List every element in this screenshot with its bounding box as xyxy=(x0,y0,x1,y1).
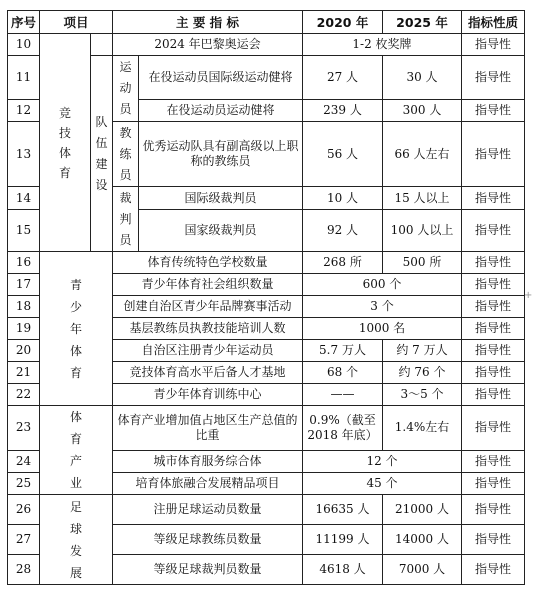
row-nature: 指导性 xyxy=(462,450,525,472)
row-nature: 指导性 xyxy=(462,56,525,100)
header-item: 项目 xyxy=(40,11,113,34)
row-value-2025: 14000 人 xyxy=(383,525,462,555)
row-indicator: 体育产业增加值占地区生产总值的比重 xyxy=(113,406,303,451)
row-nature: 指导性 xyxy=(462,472,525,494)
row-value-2025: 500 所 xyxy=(383,252,462,274)
row-indicator: 创建自治区青少年品牌赛事活动 xyxy=(113,296,303,318)
header-2025: 2025 年 xyxy=(383,11,462,34)
row-seq: 23 xyxy=(8,406,40,451)
row-indicator: 青少年体育社会组织数量 xyxy=(113,274,303,296)
row-nature: 指导性 xyxy=(462,274,525,296)
row-value-2025: 7000 人 xyxy=(383,555,462,585)
table-header-row xyxy=(8,11,525,34)
row-seq: 19 xyxy=(8,318,40,340)
row-value-2020: 4618 人 xyxy=(303,555,383,585)
row-seq: 26 xyxy=(8,495,40,525)
row-indicator: 等级足球裁判员数量 xyxy=(113,555,303,585)
row-seq: 22 xyxy=(8,384,40,406)
row-indicator: 国家级裁判员 xyxy=(139,210,303,252)
row-seq: 20 xyxy=(8,340,40,362)
row-indicator: 体育传统特色学校数量 xyxy=(113,252,303,274)
row-nature: 指导性 xyxy=(462,406,525,451)
table-row xyxy=(8,252,525,274)
table-resize-handle[interactable]: + xyxy=(524,290,533,301)
row-seq: 24 xyxy=(8,450,40,472)
row-nature: 指导性 xyxy=(462,296,525,318)
row-indicator: 青少年体育训练中心 xyxy=(113,384,303,406)
row-indicator: 自治区注册青少年运动员 xyxy=(113,340,303,362)
row-value-2025: 21000 人 xyxy=(383,495,462,525)
row-value-2020: 12 个 xyxy=(303,450,462,472)
section-athletes: 运动员 xyxy=(113,56,139,122)
section-industry: 体育产业 xyxy=(40,406,113,495)
row-value-2020: 45 个 xyxy=(303,472,462,494)
row-seq: 18 xyxy=(8,296,40,318)
table-row xyxy=(8,406,525,451)
row-value-2020: 5.7 万人 xyxy=(303,340,383,362)
row-seq: 13 xyxy=(8,122,40,187)
row-seq: 28 xyxy=(8,555,40,585)
section-team-building: 队伍建设 xyxy=(91,56,113,252)
row-nature: 指导性 xyxy=(462,495,525,525)
row-seq: 17 xyxy=(8,274,40,296)
row-nature: 指导性 xyxy=(462,252,525,274)
section-coaches: 教练员 xyxy=(113,122,139,187)
row-nature: 指导性 xyxy=(462,210,525,252)
table-row xyxy=(8,34,525,56)
section-youth: 青少年体育 xyxy=(40,252,113,406)
header-seq: 序号 xyxy=(8,11,40,34)
row-value-2020: 268 所 xyxy=(303,252,383,274)
header-nature: 指标性质 xyxy=(462,11,525,34)
row-nature: 指导性 xyxy=(462,384,525,406)
row-seq: 25 xyxy=(8,472,40,494)
indicator-table xyxy=(7,10,525,585)
row-value-2025: 30 人 xyxy=(383,56,462,100)
table-row xyxy=(8,495,525,525)
row-nature: 指导性 xyxy=(462,100,525,122)
header-2020: 2020 年 xyxy=(303,11,383,34)
row-value-2020: 11199 人 xyxy=(303,525,383,555)
row-nature: 指导性 xyxy=(462,187,525,210)
row-value-2020: —— xyxy=(303,384,383,406)
row-indicator: 基层教练员执教技能培训人数 xyxy=(113,318,303,340)
row-nature: 指导性 xyxy=(462,525,525,555)
row-indicator: 等级足球教练员数量 xyxy=(113,525,303,555)
row-value-2025: 15 人以上 xyxy=(383,187,462,210)
row-value-2025: 300 人 xyxy=(383,100,462,122)
row-value-2025: 66 人左右 xyxy=(383,122,462,187)
row-seq: 15 xyxy=(8,210,40,252)
row-value-2025: 约 7 万人 xyxy=(383,340,462,362)
row-value-2020: 600 个 xyxy=(303,274,462,296)
row-value-2020: 68 个 xyxy=(303,362,383,384)
section-competitive: 竞技体育 xyxy=(40,34,91,252)
row-seq: 27 xyxy=(8,525,40,555)
row-seq: 21 xyxy=(8,362,40,384)
row-nature: 指导性 xyxy=(462,122,525,187)
row-seq: 10 xyxy=(8,34,40,56)
row-indicator: 城市体育服务综合体 xyxy=(113,450,303,472)
row-nature: 指导性 xyxy=(462,362,525,384)
row-nature: 指导性 xyxy=(462,34,525,56)
row-indicator: 2024 年巴黎奥运会 xyxy=(113,34,303,56)
header-indicator: 主 要 指 标 xyxy=(113,11,303,34)
row-indicator: 培育体旅融合发展精品项目 xyxy=(113,472,303,494)
row-value-2020: 92 人 xyxy=(303,210,383,252)
row-seq: 16 xyxy=(8,252,40,274)
row-seq: 14 xyxy=(8,187,40,210)
row-value-2020: 1-2 枚奖牌 xyxy=(303,34,462,56)
row-indicator: 注册足球运动员数量 xyxy=(113,495,303,525)
row-nature: 指导性 xyxy=(462,318,525,340)
row-value-2020: 0.9%（截至2018 年底） xyxy=(303,406,383,451)
row-value-2020: 10 人 xyxy=(303,187,383,210)
blank-cell xyxy=(91,34,113,56)
row-value-2020: 56 人 xyxy=(303,122,383,187)
row-value-2025: 约 76 个 xyxy=(383,362,462,384)
row-seq: 12 xyxy=(8,100,40,122)
row-indicator: 在役运动员国际级运动健将 xyxy=(139,56,303,100)
section-football: 足球发展 xyxy=(40,495,113,585)
row-indicator: 竞技体育高水平后备人才基地 xyxy=(113,362,303,384)
row-value-2020: 239 人 xyxy=(303,100,383,122)
row-indicator: 优秀运动队具有副高级以上职称的教练员 xyxy=(139,122,303,187)
row-seq: 11 xyxy=(8,56,40,100)
row-indicator: 在役运动员运动健将 xyxy=(139,100,303,122)
row-value-2025: 3～5 个 xyxy=(383,384,462,406)
row-value-2025: 1.4%左右 xyxy=(383,406,462,451)
row-nature: 指导性 xyxy=(462,340,525,362)
row-value-2025: 100 人以上 xyxy=(383,210,462,252)
row-indicator: 国际级裁判员 xyxy=(139,187,303,210)
row-value-2020: 27 人 xyxy=(303,56,383,100)
row-value-2020: 1000 名 xyxy=(303,318,462,340)
section-referees: 裁判员 xyxy=(113,187,139,252)
row-nature: 指导性 xyxy=(462,555,525,585)
row-value-2020: 3 个 xyxy=(303,296,462,318)
row-value-2020: 16635 人 xyxy=(303,495,383,525)
